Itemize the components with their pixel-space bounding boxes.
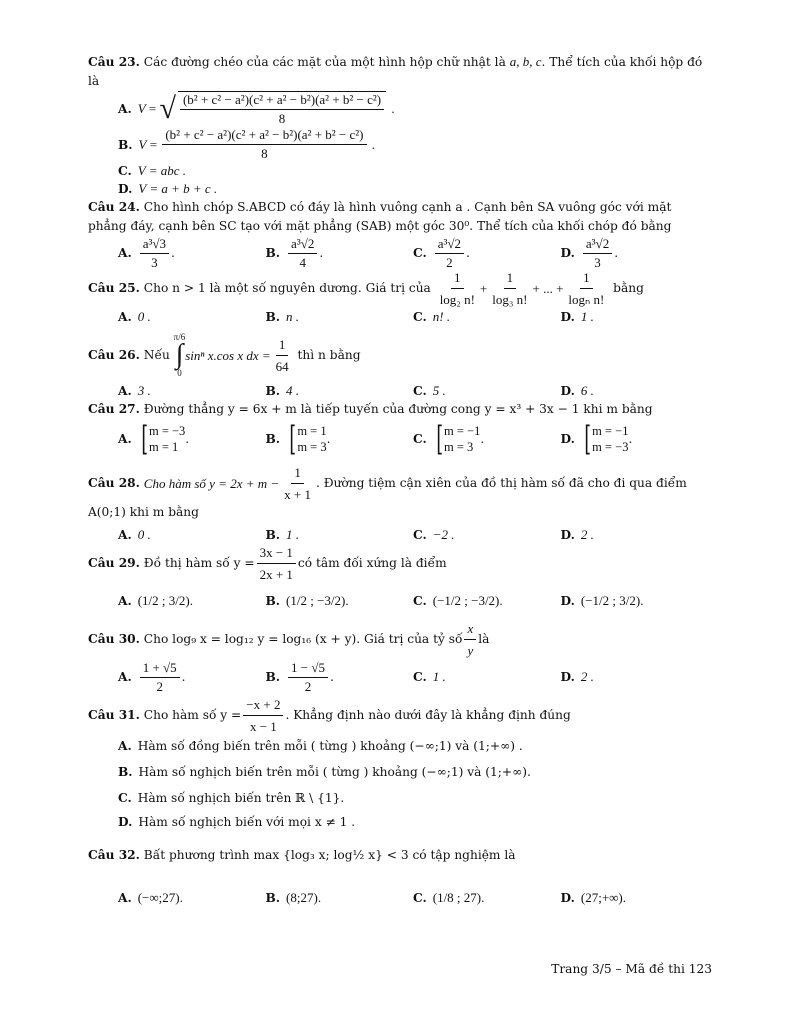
answer-expression: V = $\frac{\text{(b² + c² − a²)(c² + a² − b²)(a² + b² − c²)}}{8}$ . — [138, 127, 376, 161]
option-d[interactable]: D. (27;+∞). — [560, 890, 627, 905]
option-d[interactable]: D. 2 . — [560, 527, 594, 542]
question-vars: a, b, c — [509, 54, 542, 69]
question-30: Câu 30. Cho log₉ x = log₁₂ y = log₁₆ (x + y). Giá trị của tỷ số $\frac{x}{y}$ là — [88, 620, 490, 658]
option-d[interactable]: D. 1 . — [560, 309, 594, 324]
option-c[interactable]: C. [ m = −1 m = 3 . — [413, 419, 485, 459]
question-24: Câu 24. Cho hình chóp S.ABCD có đáy là hình vuông cạnh a . Cạnh bên SA vuông góc với mặt phẳng đáy, cạnh bên SC tạo với mặt phẳng (SAB) một góc 30⁰. Thể tích của khối chóp đó bằng — [88, 200, 672, 233]
options-24 — [88, 236, 708, 270]
option-c[interactable]: C. 1 . — [413, 669, 446, 684]
option-d[interactable]: D. (−1/2 ; 3/2). — [560, 593, 644, 608]
option-b[interactable]: B. $\frac{\text{a³√2}}{4}$ . — [265, 235, 324, 270]
option-a[interactable]: A. 3 . — [118, 383, 151, 398]
options-23 — [88, 91, 708, 198]
option-a[interactable]: A. $\frac{\text{a³√3}}{3}$ . — [118, 235, 175, 270]
question-28: Câu 28. Cho hàm số y = 2x + m − $\frac{1}{x + 1}$ . Đường tiệm cận xiên của đồ thị hàm số đã cho đi qua điểm — [88, 464, 687, 502]
question-text: Cho hình chóp S.ABCD có đáy là hình vuông cạnh a . Cạnh bên SA vuông góc với mặt phẳng đáy, cạnh bên SC tạo với mặt phẳng (SAB) một góc 30⁰. Thể tích của khối chóp đó bằng — [88, 200, 672, 233]
option-b[interactable]: B. (8;27). — [265, 890, 322, 905]
question-26: Câu 26. Nếu π/6 ∫ 0 sinⁿ x.cos x dx = $\frac{1}{64}$ thì n bằng — [88, 332, 361, 378]
option-b[interactable]: B. Hàm số nghịch biến trên mỗi ( từng ) khoảng (−∞;1) và (1;+∞). — [118, 765, 531, 779]
option-c[interactable]: C. V = abc . — [118, 163, 186, 178]
option-b[interactable]: B. $\frac{1 - √5}{2}$ . — [265, 659, 334, 694]
option-a[interactable]: A. Hàm số đồng biến trên mỗi ( từng ) khoảng (−∞;1) và (1;+∞) . — [118, 739, 523, 753]
question-32: Câu 32. Bất phương trình max {log₃ x; log½ x} < 3 có tập nghiệm là — [88, 847, 516, 862]
option-a[interactable]: A. (−∞;27). — [118, 890, 183, 905]
question-28-cont: A(0;1) khi m bằng — [88, 505, 199, 519]
question-text: Các đường chéo của các mặt của một hình hộp chữ nhật là — [143, 55, 506, 69]
integral-expression: π/6 ∫ 0 sinⁿ x.cos x dx = $\frac{1}{64}$ — [173, 332, 289, 378]
options-27 — [88, 419, 708, 459]
options-29 — [88, 581, 708, 621]
question-text: Cho n > 1 là một số nguyên dương. Giá trị của — [143, 280, 431, 295]
exam-page — [88, 52, 708, 919]
answer-expression: V = √ $\frac{\text{(b² + c² − a²)(c² + a² − b²)(a² + b² − c²)}}{8}$ . — [137, 92, 395, 126]
option-a[interactable]: A. V = √ $\frac{\text{(b² + c² − a²)(c² + a² − b²)(a² + b² − c²)}}{8}$ . — [118, 92, 395, 126]
option-c[interactable]: C. (1/8 ; 27). — [413, 890, 485, 905]
options-31 — [88, 733, 708, 833]
option-a[interactable]: A. $\frac{1 + √5}{2}$ . — [118, 659, 186, 694]
option-d[interactable]: D. $\frac{\text{a³√2}}{3}$ . — [560, 235, 619, 270]
question-text: Đường thẳng y = 6x + m là tiếp tuyến của đường cong y = x³ + 3x − 1 khi m bằng — [143, 402, 653, 416]
option-b[interactable]: B. 4 . — [265, 383, 300, 398]
question-number: Câu 23. — [88, 55, 140, 69]
option-b[interactable]: B. (1/2 ; −3/2). — [265, 593, 349, 608]
question-25: Câu 25. Cho n > 1 là một số nguyên dương. Giá trị của $\frac{1}{\text{log₂ n!}}$ + $\frac{1}{\text{log₃ n!}}$ + ... + $\frac{1}{\text{logₙ n!}}$ bằng — [88, 269, 644, 307]
options-28 — [88, 525, 708, 545]
sum-expression: $\frac{1}{\text{log₂ n!}}$ + $\frac{1}{\text{log₃ n!}}$ + ... + $\frac{1}{\text{logₙ n!}}$ — [439, 269, 605, 307]
page-footer: Trang 3/5 – Mã đề thi 123 — [551, 962, 712, 976]
option-d[interactable]: D. 2 . — [560, 669, 594, 684]
option-d[interactable]: D. V = a + b + c . — [118, 181, 218, 196]
option-c[interactable]: C. (−1/2 ; −3/2). — [413, 593, 503, 608]
option-c[interactable]: C. Hàm số nghịch biến trên ℝ \ {1}. — [118, 791, 345, 805]
question-27: Câu 27. Đường thẳng y = 6x + m là tiếp tuyến của đường cong y = x³ + 3x − 1 khi m bằng — [88, 402, 653, 416]
option-a[interactable]: A. 0 . — [118, 309, 151, 324]
options-30 — [88, 657, 708, 697]
options-26 — [88, 382, 708, 400]
option-b[interactable]: B. 1 . — [265, 527, 300, 542]
question-29: Câu 29. Đồ thị hàm số y = $\frac{3x - 1}{2x + 1}$ có tâm đối xứng là điểm — [88, 544, 447, 582]
option-a[interactable]: A. (1/2 ; 3/2). — [118, 593, 193, 608]
option-d[interactable]: D. [ m = −1 m = −3 . — [560, 419, 633, 459]
option-b[interactable]: B. n . — [265, 309, 300, 324]
option-b[interactable]: B. [ m = 1 m = 3 . — [265, 419, 331, 459]
option-c[interactable]: C. 5 . — [413, 383, 446, 398]
options-32 — [88, 877, 708, 919]
options-25 — [88, 306, 708, 328]
option-c[interactable]: C. $\frac{\text{a³√2}}{2}$ . — [413, 235, 470, 270]
option-d[interactable]: D. Hàm số nghịch biến với mọi x ≠ 1 . — [118, 815, 356, 829]
option-a[interactable]: A. 0 . — [118, 527, 151, 542]
option-d[interactable]: D. 6 . — [560, 383, 594, 398]
question-23 — [88, 52, 708, 91]
option-c[interactable]: C. n! . — [413, 309, 451, 324]
option-a[interactable]: A. [ m = −3 m = 1 . — [118, 419, 190, 459]
question-31: Câu 31. Cho hàm số y = $\frac{-x + 2}{x - 1}$ . Khẳng định nào dưới đây là khẳng định đúng — [88, 696, 571, 734]
option-c[interactable]: C. −2 . — [413, 527, 455, 542]
question-text-end: . Thể tích của khối hộp đó là — [88, 55, 703, 88]
option-b[interactable]: B. V = $\frac{\text{(b² + c² − a²)(c² + a² − b²)(a² + b² − c²)}}{8}$ . — [118, 127, 376, 161]
